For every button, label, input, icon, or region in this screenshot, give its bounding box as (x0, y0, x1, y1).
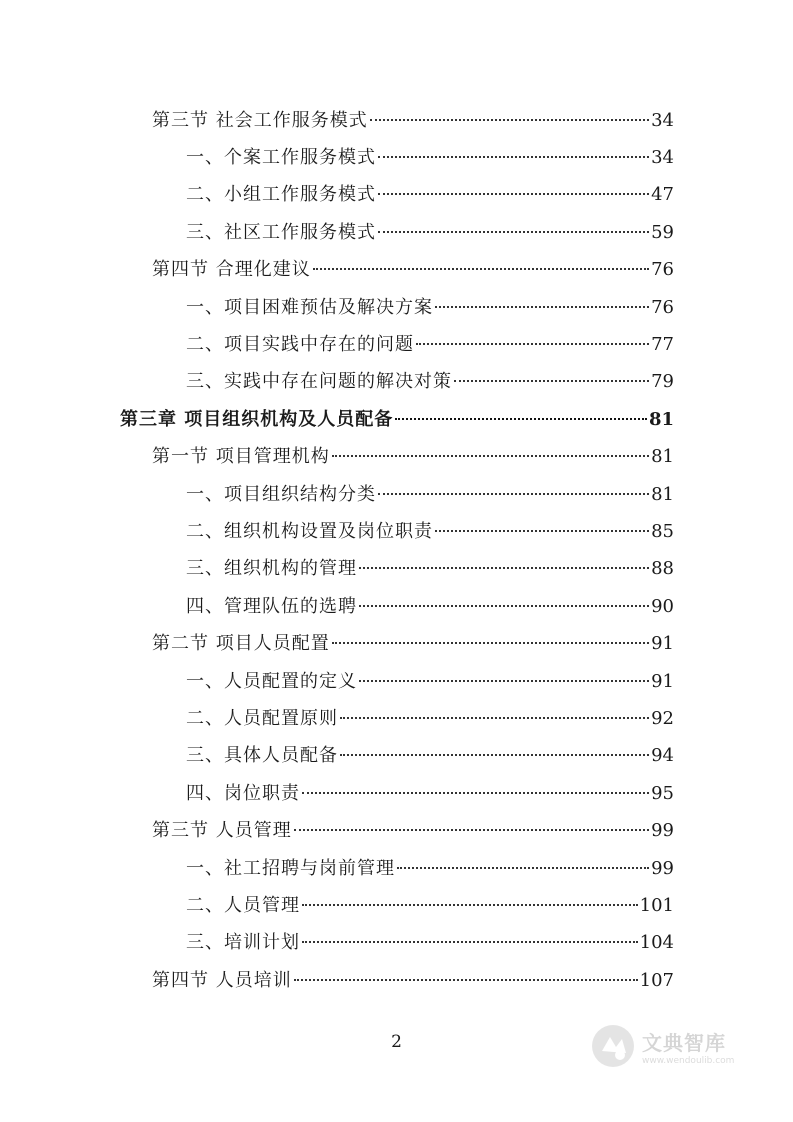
toc-entry-title: 四、管理队伍的选聘 (186, 595, 357, 617)
toc-entry-title: 一、项目困难预估及解决方案 (186, 296, 433, 318)
toc-entry-item[interactable] (0, 324, 793, 361)
toc-entry-title: 一、人员配置的定义 (186, 670, 357, 692)
toc-dot-leader (340, 754, 649, 756)
toc-entry-item[interactable] (0, 549, 793, 586)
toc-entry-title: 一、社工招聘与岗前管理 (186, 857, 395, 879)
toc-dot-leader (294, 829, 649, 831)
toc-entry-item[interactable] (0, 923, 793, 960)
toc-dot-leader (435, 306, 649, 308)
toc-entry-page: 99 (651, 820, 674, 842)
toc-dot-leader (313, 268, 649, 270)
toc-dot-leader (302, 904, 638, 906)
toc-entry-page: 81 (648, 408, 674, 430)
toc-entry-title: 第二节 项目人员配置 (152, 633, 330, 655)
toc-entry-item[interactable] (0, 885, 793, 922)
toc-entry-page: 47 (651, 184, 674, 206)
toc-entry-page: 34 (651, 109, 674, 131)
toc-dot-leader (359, 680, 649, 682)
toc-entry-item[interactable] (0, 848, 793, 885)
toc-entry-page: 81 (651, 483, 674, 505)
toc-dot-leader (435, 530, 649, 532)
toc-entry-page: 88 (651, 558, 674, 580)
toc-entry-title: 四、岗位职责 (186, 782, 300, 804)
toc-entry-title: 第三章 项目组织机构及人员配备 (120, 408, 394, 430)
watermark-url: www.wendoulib.com (642, 1055, 735, 1066)
page-number: 2 (391, 1032, 402, 1052)
toc-entry-item[interactable] (0, 137, 793, 174)
toc-entry-section[interactable] (0, 437, 793, 474)
toc-entry-item[interactable] (0, 474, 793, 511)
toc-entry-title: 第四节 合理化建议 (152, 259, 311, 281)
toc-entry-page: 81 (651, 446, 674, 468)
toc-entry-page: 94 (651, 745, 674, 767)
toc-dot-leader (332, 455, 649, 457)
toc-entry-page: 85 (651, 520, 674, 542)
toc-entry-page: 104 (639, 932, 674, 954)
toc-entry-section[interactable] (0, 810, 793, 847)
toc-entry-title: 一、个案工作服务模式 (186, 147, 376, 169)
toc-entry-title: 三、实践中存在问题的解决对策 (186, 371, 452, 393)
toc-entry-page: 99 (651, 857, 674, 879)
toc-entry-item[interactable] (0, 661, 793, 698)
watermark (590, 1018, 760, 1074)
toc-entry-item[interactable] (0, 212, 793, 249)
toc-entry-title: 二、组织机构设置及岗位职责 (186, 520, 433, 542)
watermark-logo-icon (590, 1023, 636, 1069)
toc-entry-title: 三、组织机构的管理 (186, 558, 357, 580)
toc-entry-page: 101 (639, 894, 674, 916)
toc-dot-leader (332, 642, 649, 644)
toc-entry-item[interactable] (0, 736, 793, 773)
toc-entry-title: 第四节 人员培训 (152, 969, 292, 991)
toc-entry-page: 76 (651, 296, 674, 318)
toc-dot-leader (302, 941, 638, 943)
toc-entry-section[interactable] (0, 960, 793, 997)
toc-entry-page: 107 (639, 969, 674, 991)
toc-entry-title: 第三节 人员管理 (152, 820, 292, 842)
toc-dot-leader (302, 792, 649, 794)
toc-entry-page: 34 (651, 147, 674, 169)
toc-dot-leader (454, 380, 649, 382)
toc-entry-item[interactable] (0, 287, 793, 324)
toc-entry-item[interactable] (0, 586, 793, 623)
toc-entry-item[interactable] (0, 698, 793, 735)
toc-entry-page: 77 (651, 334, 674, 356)
toc-dot-leader (395, 418, 647, 420)
toc-entry-section[interactable] (0, 250, 793, 287)
toc-dot-leader (359, 567, 649, 569)
toc-entry-page: 90 (651, 595, 674, 617)
toc-entry-item[interactable] (0, 175, 793, 212)
toc-entry-title: 二、人员配置原则 (186, 707, 338, 729)
toc-dot-leader (397, 867, 649, 869)
toc-dot-leader (378, 193, 649, 195)
toc-dot-leader (378, 493, 649, 495)
toc-dot-leader (359, 605, 649, 607)
toc-entry-item[interactable] (0, 362, 793, 399)
toc-dot-leader (378, 156, 649, 158)
toc-entry-title: 二、人员管理 (186, 894, 300, 916)
toc-dot-leader (416, 343, 649, 345)
toc-entry-title: 三、培训计划 (186, 932, 300, 954)
toc-entry-page: 76 (651, 259, 674, 281)
toc-entry-page: 92 (651, 707, 674, 729)
toc-entry-title: 二、项目实践中存在的问题 (186, 334, 414, 356)
table-of-contents (0, 100, 793, 997)
toc-entry-title: 三、社区工作服务模式 (186, 221, 376, 243)
toc-entry-page: 59 (651, 221, 674, 243)
toc-entry-title: 第一节 项目管理机构 (152, 446, 330, 468)
toc-entry-page: 91 (651, 670, 674, 692)
toc-dot-leader (340, 717, 649, 719)
toc-entry-item[interactable] (0, 773, 793, 810)
toc-entry-title: 三、具体人员配备 (186, 745, 338, 767)
toc-dot-leader (370, 119, 649, 121)
toc-entry-page: 91 (651, 633, 674, 655)
toc-entry-section[interactable] (0, 100, 793, 137)
toc-dot-leader (294, 979, 638, 981)
toc-entry-title: 二、小组工作服务模式 (186, 184, 376, 206)
toc-entry-page: 79 (651, 371, 674, 393)
toc-entry-item[interactable] (0, 511, 793, 548)
watermark-name: 文典智库 (642, 1030, 726, 1055)
toc-dot-leader (378, 231, 649, 233)
toc-entry-title: 第三节 社会工作服务模式 (152, 109, 368, 131)
toc-entry-section[interactable] (0, 623, 793, 660)
toc-entry-title: 一、项目组织结构分类 (186, 483, 376, 505)
toc-entry-chapter[interactable] (0, 399, 793, 436)
toc-entry-page: 95 (651, 782, 674, 804)
